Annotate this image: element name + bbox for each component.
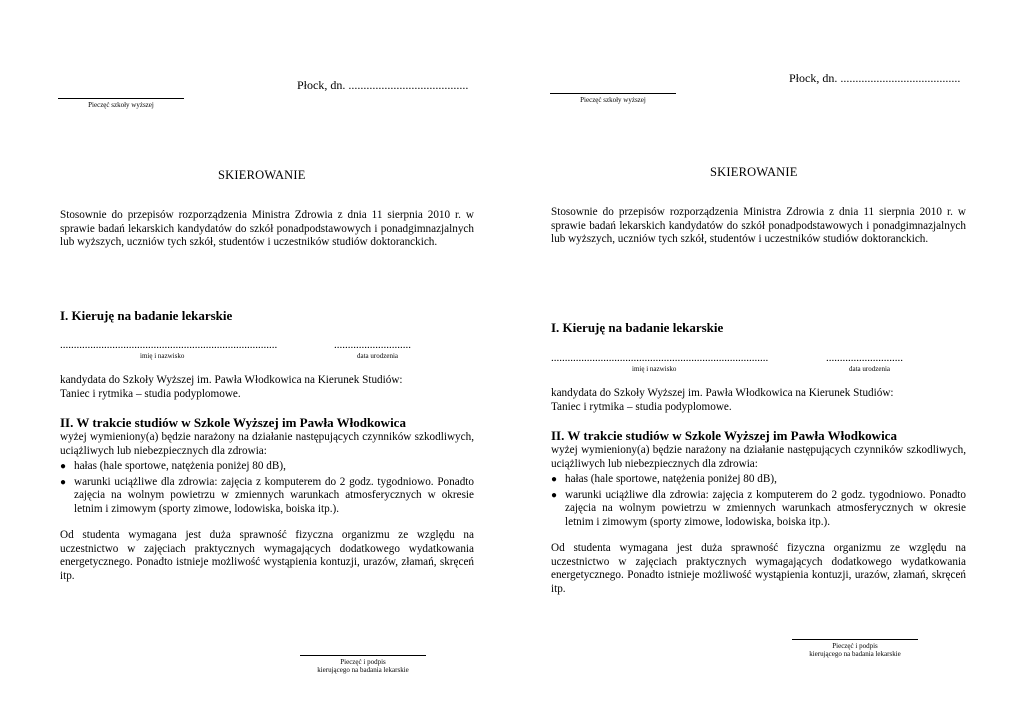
name-caption: imię i nazwisko (632, 365, 677, 373)
hazard-list (551, 473, 966, 529)
hazard-item: ● hałas (hale sportowe, natężenia poniżej 80 dB), (551, 473, 777, 485)
candidate-line-1: kandydata do Szkoły Wyższej im. Pawła Włodkowica na Kierunek Studiów: (551, 387, 894, 399)
section2-heading: II. W trakcie studiów w Szkole Wyższej im Pawła Włodkowica (60, 415, 406, 430)
birthdate-caption: data urodzenia (849, 365, 891, 373)
signature-caption-2: kierującego na badania lekarskie (317, 666, 409, 674)
signature-caption-1: Pieczęć i podpis (340, 658, 386, 666)
birthdate-caption: data urodzenia (357, 352, 399, 360)
document-title: SKIEROWANIE (710, 165, 798, 179)
document-title: SKIEROWANIE (218, 168, 306, 182)
school-stamp-line (58, 98, 184, 99)
birthdate-field: ............................ (826, 352, 903, 364)
closing-paragraph: Od studenta wymagana jest duża sprawność fizyczna organizmu ze względu na uczestnictwo w zajęciach praktycznych wymagających dodatkowego wydatkowania energetycznego. Ponadto istnieje możliwość wystąpienia kontuzji, urazów, złamań, skręceń itp. (551, 542, 966, 595)
place-date: Płock, dn. ........................................ (297, 78, 469, 92)
bullet-icon: ● (551, 474, 558, 485)
school-stamp-caption: Pieczęć szkoły wyższej (88, 101, 154, 109)
intro-paragraph: Stosownie do przepisów rozporządzenia Ministra Zdrowia z dnia 11 sierpnia 2010 r. w sprawie badań lekarskich kandydatów do szkół ponadpodstawowych i ponadgimnazjalnych lub wyższych, uczniów tych szkół, studentów i uczestników studiów doktoranckich. (60, 209, 474, 249)
candidate-line-1: kandydata do Szkoły Wyższej im. Pawła Włodkowica na Kierunek Studiów: (60, 374, 403, 386)
exposure-intro: wyżej wymieniony(a) będzie narażony na działanie następujących czynników szkodliwych, uciążliwych lub niebezpiecznych dla zdrowia: (551, 444, 966, 470)
section1-heading: I. Kieruję na badanie lekarskie (551, 320, 724, 335)
bullet-icon: ● (551, 489, 558, 501)
signature-caption-2: kierującego na badania lekarskie (809, 650, 901, 658)
place-date: Płock, dn. ........................................ (789, 71, 961, 85)
exposure-intro: wyżej wymieniony(a) będzie narażony na działanie następujących czynników szkodliwych, uciążliwych lub niebezpiecznych dla zdrowia: (60, 431, 474, 457)
section2-heading: II. W trakcie studiów w Szkole Wyższej im Pawła Włodkowica (551, 428, 897, 443)
signature-line (300, 655, 426, 656)
candidate-line-2: Taniec i rytmika – studia podyplomowe. (551, 401, 732, 413)
name-caption: imię i nazwisko (140, 352, 185, 360)
hazard-item: ● warunki uciążliwe dla zdrowia: zajęcia z komputerem do 2 godz. tygodniowo. Ponadto zajęcia na wolnym powietrzu w zmiennych warunkach atmosferycznych w okresie letnim i zimowym (sporty zimowe, lodowiska, boiska itp.). (60, 475, 474, 515)
bullet-icon: ● (60, 476, 67, 488)
name-field: ............................................................................... (551, 352, 769, 364)
referral-form-right (492, 0, 1004, 725)
closing-paragraph: Od studenta wymagana jest duża sprawność fizyczna organizmu ze względu na uczestnictwo w zajęciach praktycznych wymagających dodatkowego wydatkowania energetycznego. Ponadto istnieje możliwość wystąpienia kontuzji, urazów, złamań, skręceń itp. (60, 529, 474, 582)
bullet-icon: ● (60, 461, 67, 472)
section1-heading: I. Kieruję na badanie lekarskie (60, 308, 233, 323)
signature-line (792, 639, 918, 640)
school-stamp-caption: Pieczęć szkoły wyższej (580, 96, 646, 104)
candidate-line-2: Taniec i rytmika – studia podyplomowe. (60, 388, 241, 400)
hazard-item: ● warunki uciążliwe dla zdrowia: zajęcia z komputerem do 2 godz. tygodniowo. Ponadto zajęcia na wolnym powietrzu w zmiennych warunkach atmosferycznych w okresie letnim i zimowym (sporty zimowe, lodowiska, boiska itp.). (551, 488, 966, 528)
school-stamp-line (550, 93, 676, 94)
hazard-list (60, 460, 474, 516)
birthdate-field: ............................ (334, 339, 411, 351)
hazard-item: ● hałas (hale sportowe, natężenia poniżej 80 dB), (60, 460, 286, 472)
intro-paragraph: Stosownie do przepisów rozporządzenia Ministra Zdrowia z dnia 11 sierpnia 2010 r. w sprawie badań lekarskich kandydatów do szkół ponadpodstawowych i ponadgimnazjalnych lub wyższych, uczniów tych szkół, studentów i uczestników studiów doktoranckich. (551, 206, 966, 246)
signature-caption-1: Pieczęć i podpis (832, 642, 878, 650)
name-field: ............................................................................... (60, 339, 278, 351)
